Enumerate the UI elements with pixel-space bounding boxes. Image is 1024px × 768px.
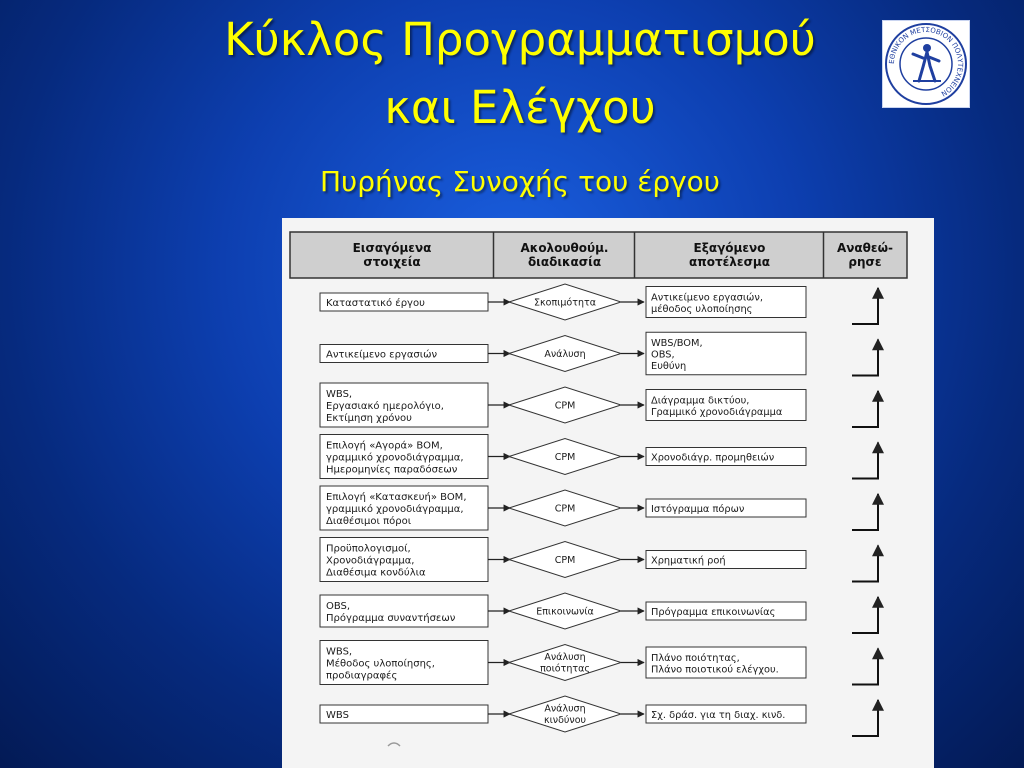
output-text: μέθοδος υλοποίησης [651,303,753,315]
flow-row [320,435,878,479]
input-text: Διαθέσιμοι πόροι [326,516,412,527]
revision-arrow [852,494,878,530]
input-text: Χρονοδιάγραμμα, [326,555,415,567]
output-text: Πλάνο ποιοτικού ελέγχου. [651,664,779,676]
input-text: Διαθέσιμα κονδύλια [326,567,426,579]
input-text: Καταστατικό έργου [326,298,425,309]
table-header-cell: Εισαγόμενα [352,241,432,256]
process-text: Ανάλυση [544,652,586,664]
input-text: Αντικείμενο εργασιών [326,349,438,361]
input-text: OBS, [326,601,351,612]
process-text: Επικοινωνία [536,606,594,618]
input-text: Επιλογή «Αγορά» BOM, [326,440,443,452]
output-text: OBS, [651,349,675,361]
output-text: Ιστόγραμμα πόρων [651,504,745,515]
flow-row [320,332,878,375]
input-text: WBS [326,710,349,721]
table-header-cell: διαδικασία [527,255,602,270]
table-header-cell: Ακολουθούμ. [520,241,609,256]
flow-row [320,538,878,582]
table-header-cell: Αναθεώ- [836,241,894,256]
flow-row [320,383,878,427]
output-text: WBS/BOM, [651,338,703,349]
process-text: CPM [554,400,576,412]
revision-arrow [852,649,878,685]
input-text: WBS, [326,646,353,658]
flow-row [320,486,878,530]
output-text: Πλάνο ποιότητας, [651,652,740,664]
input-text: Μέθοδος υλοποίησης, [326,658,435,670]
slide-subtitle: Πυρήνας Συνοχής του έργου [319,165,721,198]
table-header-cell: στοιχεία [363,255,421,270]
flow-row [320,284,878,324]
table-header-cell: ρησε [848,255,882,270]
flow-row [320,696,878,736]
process-text: Σκοπιμότητα [534,297,596,309]
output-text: Διάγραμμα δικτύου, [651,395,750,407]
input-text: WBS, [326,389,353,400]
revision-arrow [852,700,878,736]
svg-text:ΕΘΝΙΚΟΝ ΜΕΤΣΟΒΙΟΝ ΠΟΛΥΤΕΧΝΕΙΟΝ: ΕΘΝΙΚΟΝ ΜΕΤΣΟΒΙΟΝ ΠΟΛΥΤΕΧΝΕΙΟΝ [887,25,965,98]
input-text: Προϋπολογισμοί, [326,543,411,555]
university-seal-logo [882,20,970,108]
revision-arrow [852,340,878,376]
slide-title-line-2: και Ελέγχου [384,81,656,134]
output-text: Χρονοδιάγρ. προμηθειών [651,452,775,464]
flow-row [320,593,878,633]
table-header-cell: αποτέλεσμα [688,255,771,270]
table-header-cell: Εξαγόμενο [693,241,766,256]
input-text: γραμμικό χρονοδιάγραμμα, [326,452,464,464]
output-text: Αντικείμενο εργασιών, [651,292,763,304]
revision-arrow [852,546,878,582]
process-text: CPM [554,451,576,463]
revision-arrow [852,443,878,479]
input-text: Επιλογή «Κατασκευή» BOM, [326,492,467,503]
planning-control-table-figure [282,218,934,768]
output-text: Ευθύνη [651,361,687,372]
process-text: ποιότητας [540,663,590,675]
flow-row [320,641,878,685]
slide-title-line-1: Κύκλος Προγραμματισμού [224,13,816,66]
revision-arrow [852,391,878,427]
input-text: Εκτίμηση χρόνου [326,413,412,424]
output-text: Χρηματική ροή [651,555,726,567]
process-text: CPM [554,503,576,515]
process-text: CPM [554,554,576,566]
output-text: Γραμμικό χρονοδιάγραμμα [651,406,783,418]
revision-arrow [852,288,878,324]
input-text: Πρόγραμμα συναντήσεων [326,613,456,624]
scan-mark [388,743,400,746]
process-text: Ανάλυση [544,703,586,715]
input-text: Εργασιακό ημερολόγιο, [326,401,444,412]
process-text: κινδύνου [543,715,587,727]
input-text: γραμμικό χρονοδιάγραμμα, [326,504,464,515]
input-text: Ημερομηνίες παραδόσεων [326,464,458,476]
process-text: Ανάλυση [544,348,586,360]
revision-arrow [852,597,878,633]
output-text: Σχ. δράσ. για τη διαχ. κινδ. [651,710,786,721]
output-text: Πρόγραμμα επικοινωνίας [651,607,776,618]
input-text: προδιαγραφές [326,670,398,682]
